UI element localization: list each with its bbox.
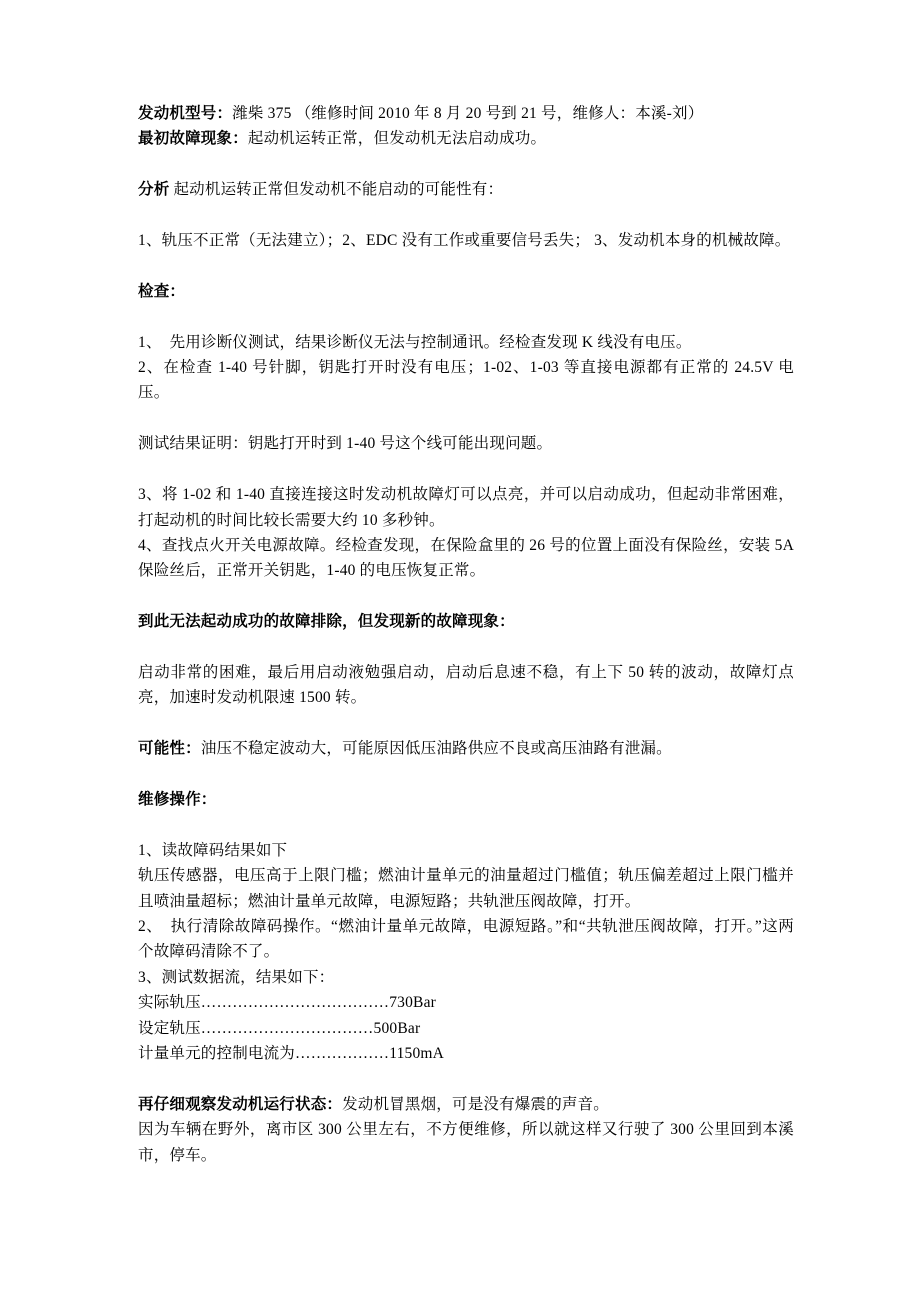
blank-line [138, 584, 794, 609]
paragraph [138, 533, 794, 584]
text-run: 1、轨压不正常（无法建立）；2、EDC 没有工作或重要信号丢失； 3、发动机本身的机械故障。 [138, 232, 791, 250]
text-run: 因为车辆在野外，离市区 300 公里左右，不方便维修，所以就这样又行驶了 300 公里回到本溪市，停车。 [138, 1121, 794, 1164]
paragraph [138, 1092, 794, 1117]
blank-line [138, 812, 794, 837]
blank-line [138, 457, 794, 482]
text-run: 计量单元的控制电流为………………1150mA [138, 1045, 445, 1063]
text-run: 1、读故障码结果如下 [138, 841, 288, 859]
paragraph [138, 177, 794, 202]
paragraph [138, 1117, 794, 1168]
paragraph [138, 863, 794, 914]
text-run: 测试结果证明：钥匙打开时到 1-40 号这个线可能出现问题。 [138, 435, 553, 453]
bold-text-run: 可能性： [138, 740, 201, 758]
paragraph [138, 914, 794, 965]
text-run: 轨压传感器，电压高于上限门槛；燃油计量单元的油量超过门槛值；轨压偏差超过上限门槛并且喷油量超标；燃油计量单元故障，电源短路；共轨泄压阀故障，打开。 [138, 867, 794, 910]
bold-text-run: 分析 [138, 181, 170, 199]
bold-text-run: 最初故障现象： [138, 130, 248, 148]
text-run: 起动机运转正常但发动机不能启动的可能性有： [169, 181, 504, 199]
document-body [138, 101, 794, 1168]
paragraph [138, 355, 794, 406]
paragraph [138, 1016, 794, 1041]
paragraph [138, 330, 794, 355]
text-run: 潍柴 375 （维修时间 2010 年 8 月 20 号到 21 号，维修人：本溪-刘） [232, 105, 704, 122]
paragraph [138, 228, 794, 253]
paragraph [138, 787, 794, 812]
paragraph [138, 838, 794, 863]
bold-text-run: 再仔细观察发动机运行状态： [138, 1095, 343, 1113]
paragraph [138, 990, 794, 1015]
blank-line [138, 1066, 794, 1091]
paragraph [138, 660, 794, 711]
text-run: 3、测试数据流，结果如下： [138, 968, 335, 986]
paragraph [138, 431, 794, 456]
text-run: 设定轨压……………………………500Bar [138, 1019, 421, 1037]
paragraph [138, 482, 794, 533]
paragraph [138, 1041, 794, 1066]
text-run: 4、查找点火开关电源故障。经检查发现，在保险盒里的 26 号的位置上面没有保险丝，安装 5A 保险丝后，正常开关钥匙，1-40 的电压恢复正常。 [138, 536, 794, 580]
paragraph [138, 965, 794, 990]
paragraph [138, 101, 794, 126]
bold-text-run: 发动机型号： [138, 105, 233, 122]
text-run: 发动机冒黑烟，可是没有爆震的声音。 [342, 1095, 610, 1113]
text-run: 3、将 1-02 和 1-40 直接连接这时发动机故障灯可以点亮，并可以启动成功，但起动非常困难，打起动机的时间比较长需要大约 10 多秒钟。 [138, 486, 794, 529]
paragraph [138, 279, 794, 304]
paragraph [138, 609, 794, 634]
blank-line [138, 253, 794, 278]
blank-line [138, 304, 794, 329]
text-run: 起动机运转正常，但发动机无法启动成功。 [247, 130, 547, 148]
text-run: 1、 先用诊断仪测试，结果诊断仪无法与控制通讯。经检查发现 K 线没有电压。 [138, 333, 692, 351]
blank-line [138, 203, 794, 228]
blank-line [138, 762, 794, 787]
blank-line [138, 635, 794, 660]
blank-line [138, 406, 794, 431]
text-run: 实际轨压………………………………730Bar [138, 994, 437, 1012]
bold-text-run: 检查： [138, 282, 186, 300]
text-run: 油压不稳定波动大，可能原因低压油路供应不良或高压油路有泄漏。 [200, 740, 672, 758]
text-run: 启动非常的困难，最后用启动液勉强启动，启动后息速不稳，有上下 50 转的波动，故障灯点亮，加速时发动机限速 1500 转。 [138, 663, 794, 707]
blank-line [138, 711, 794, 736]
blank-line [138, 152, 794, 177]
paragraph [138, 736, 794, 761]
text-run: 2、在检查 1-40 号针脚，钥匙打开时没有电压；1-02、1-03 等直接电源都有正常的 24.5V 电压。 [138, 359, 794, 402]
text-run: 2、 执行清除故障码操作。“燃油计量单元故障，电源短路。”和“共轨泄压阀故障，打开。”这两个故障码清除不了。 [138, 918, 794, 961]
bold-text-run: 维修操作： [138, 790, 217, 808]
paragraph [138, 126, 794, 151]
bold-text-run: 到此无法起动成功的故障排除，但发现新的故障现象： [138, 613, 515, 631]
